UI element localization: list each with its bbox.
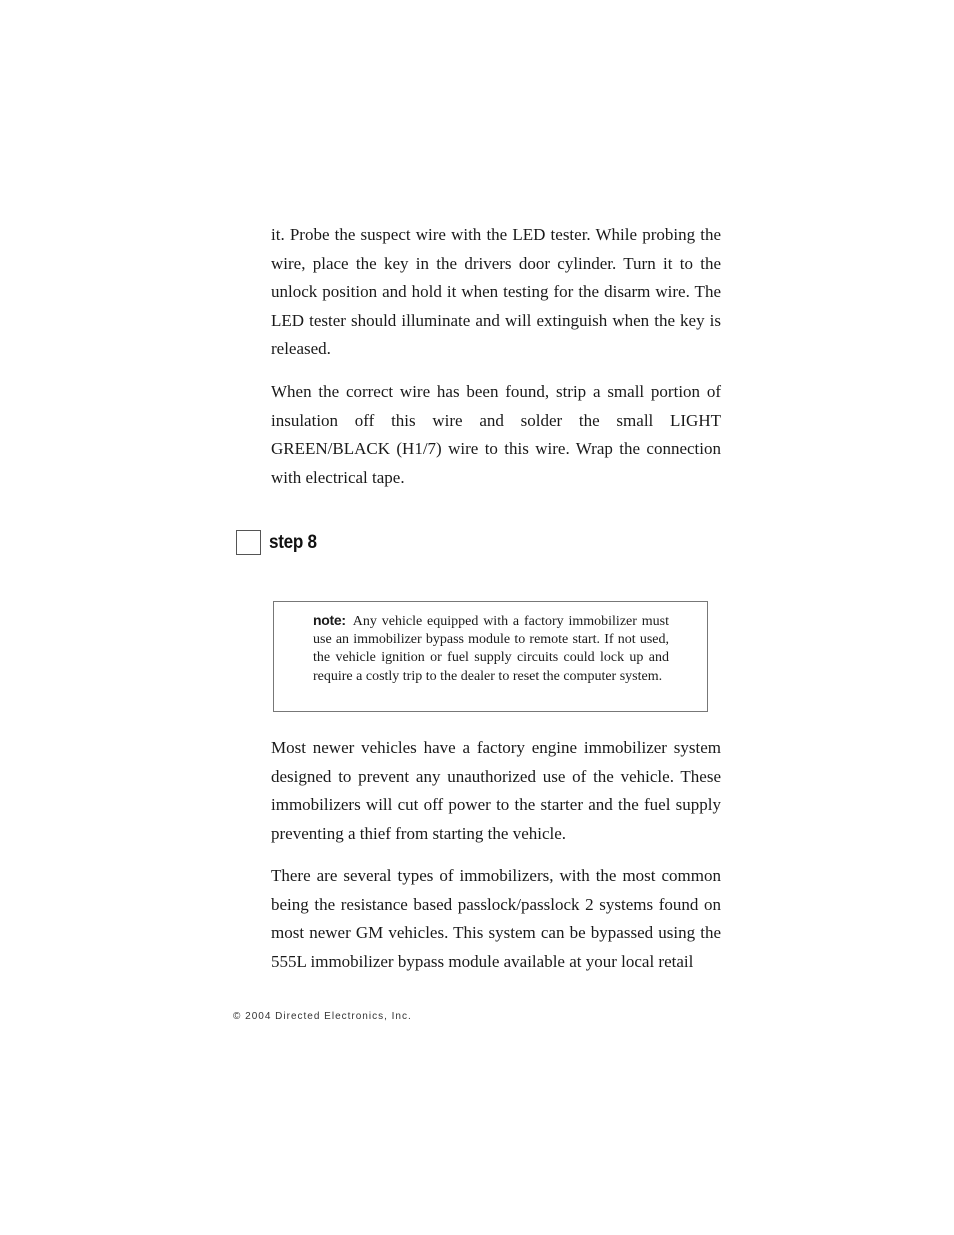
footer-copyright: © 2004 Directed Electronics, Inc. <box>233 1011 412 1022</box>
note-label: note: <box>313 612 346 628</box>
note-text-block <box>313 611 669 686</box>
paragraph-immobilizer-types: There are several types of immobilizers, with the most common being the resistance based passlock/passlock 2 systems found on most newer GM vehicles. This system can be bypassed using the 555L immobilizer bypass module available at your local retail <box>271 866 721 971</box>
note-body: Any vehicle equipped with a factory immobilizer must use an immobilizer bypass module to remote start. If not used, the vehicle ignition or fuel supply circuits could lock up and require a costly trip to the dealer to reset the computer system. <box>313 614 669 684</box>
step-heading <box>236 529 322 556</box>
paragraph-led-tester-instructions: it. Probe the suspect wire with the LED tester. While probing the wire, place the key in the drivers door cylinder. Turn it to the unlock position and hold it when testing for the disarm wire. The LED tester should illuminate and will extinguish when the key is released. <box>271 225 721 358</box>
step-checkbox[interactable] <box>236 530 261 555</box>
paragraph-solder-instructions: When the correct wire has been found, strip a small portion of insulation off this wire and solder the small LIGHT GREEN/BLACK (H1/7) wire to this wire. Wrap the connection with electrical tape. <box>271 382 721 487</box>
step-label: step 8 <box>269 531 317 553</box>
note-box <box>273 601 708 712</box>
paragraph-immobilizer-overview: Most newer vehicles have a factory engine immobilizer system designed to prevent any unauthorized use of the vehicle. These immobilizers will cut off power to the starter and the fuel supply preventing a thief from starting the vehicle. <box>271 738 721 843</box>
